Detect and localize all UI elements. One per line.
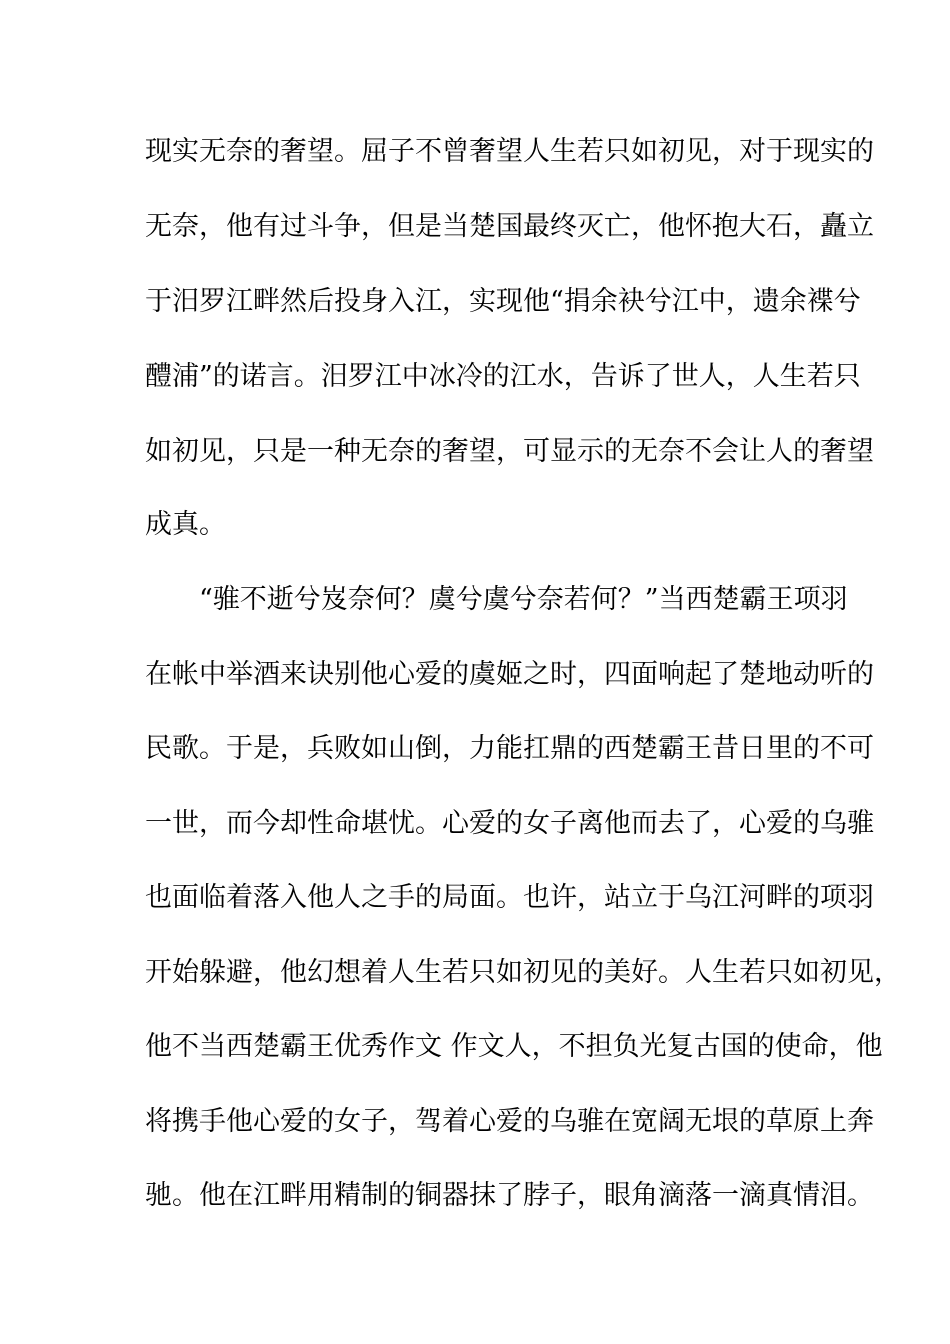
text-line: 驰。他在江畔用精制的铜器抹了脖子，眼角滴落一滴真情泪。: [145, 1180, 874, 1211]
text-line: 醴浦”的诺言。汨罗江中冰冷的江水，告诉了世人，人生若只: [145, 361, 861, 392]
text-line: 也面临着落入他人之手的局面。也许，站立于乌江河畔的项羽: [145, 882, 874, 913]
text-line: 他不当西楚霸王优秀作文 作文人，不担负光复古国的使命，他: [145, 1031, 883, 1062]
text-line: 如初见，只是一种无奈的奢望，可显示的无奈不会让人的奢望: [145, 436, 874, 467]
text-line: “骓不逝兮岌奈何？虞兮虞兮奈若何？”当西楚霸王项羽: [199, 584, 848, 615]
text-line: 于汨罗江畔然后投身入江，实现他“捐余袂兮江中，遗余褋兮: [145, 286, 861, 317]
text-line: 将携手他心爱的女子，驾着心爱的乌骓在宽阔无垠的草原上奔: [145, 1106, 874, 1137]
text-line: 成真。: [145, 509, 226, 540]
text-line: 现实无奈的奢望。屈子不曾奢望人生若只如初见，对于现实的: [145, 136, 874, 167]
text-line: 民歌。于是，兵败如山倒，力能扛鼎的西楚霸王昔日里的不可: [145, 733, 874, 764]
text-line: 无奈，他有过斗争，但是当楚国最终灭亡，他怀抱大石，矗立: [145, 211, 874, 242]
text-line: 开始躲避，他幻想着人生若只如初见的美好。人生若只如初见，: [145, 957, 901, 988]
text-line: 一世，而今却性命堪忧。心爱的女子离他而去了，心爱的乌骓: [145, 808, 874, 839]
text-line: 在帐中举酒来诀别他心爱的虞姬之时，四面响起了楚地动听的: [145, 659, 874, 690]
